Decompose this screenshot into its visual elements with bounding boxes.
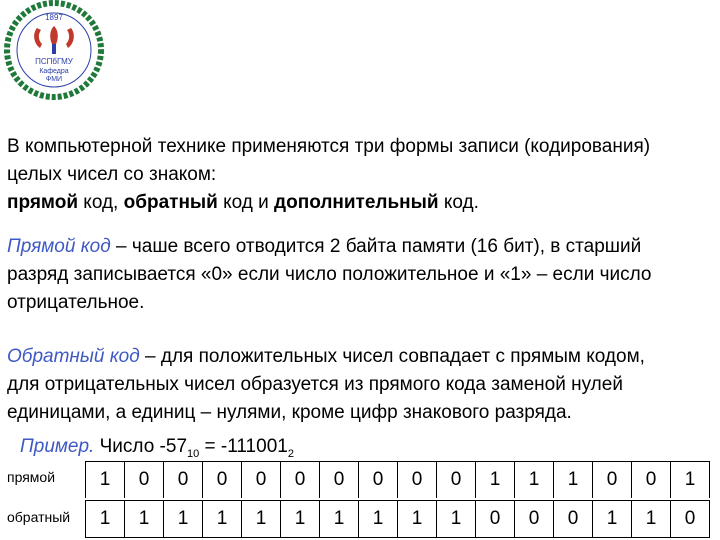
logo-dept-line2: ФМИ [45,76,63,83]
reverse-bit-cell: 1 [242,501,281,538]
example-label: Пример. [20,436,95,457]
university-logo [4,0,104,100]
example-text-a: Число -57 [94,436,188,457]
reverse-bit-cell: 1 [164,501,203,538]
direct-bit-cell: 1 [476,462,515,499]
reverse-row-label: обратный [7,509,71,525]
term-direct: прямой [7,192,79,213]
direct-code-paragraph [7,233,713,317]
reverse-bit-cell: 1 [398,501,437,538]
direct-bit-cell: 0 [125,462,164,499]
direct-row-label: прямой [7,469,56,485]
reverse-bit-cell: 1 [320,501,359,538]
direct-bit-cell: 1 [554,462,593,499]
reverse-bit-cell: 0 [515,501,554,538]
reverse-bit-cell: 0 [671,501,710,538]
intro-line-3 [7,189,713,217]
reverse-bit-cell: 1 [632,501,671,538]
reverse-bit-cell: 0 [554,501,593,538]
direct-line-2: разряд записывается «0» если число положительное и «1» – если число [7,264,652,285]
logo-year: 1897 [45,13,63,22]
direct-bit-cell: 1 [515,462,554,499]
direct-bit-cell: 0 [242,462,281,499]
intro-line-1: В компьютерной технике применяются три формы записи (кодирования) [7,136,651,157]
direct-bit-cell: 0 [593,462,632,499]
reverse-bit-cell: 1 [359,501,398,538]
direct-bit-cell: 0 [320,462,359,499]
direct-bit-cell: 0 [398,462,437,499]
reverse-code-paragraph [7,343,713,427]
reverse-bit-cell: 1 [593,501,632,538]
direct-bit-cell: 0 [164,462,203,499]
direct-bit-cell: 1 [86,462,125,499]
intro-text: код. [438,192,479,213]
reverse-bit-cell: 1 [86,501,125,538]
direct-line-3: отрицательное. [7,292,145,313]
reverse-text: – для положительных чисел совпадает с прямым кодом, [139,346,645,367]
reverse-bit-cell: 1 [281,501,320,538]
logo-org: ПСПбГМУ [35,57,73,66]
direct-bit-cell: 1 [671,462,710,499]
direct-bit-cell: 0 [281,462,320,499]
direct-bit-cell: 0 [203,462,242,499]
reverse-bit-cell: 0 [476,501,515,538]
example-text-b: = -111001 [199,436,288,457]
direct-bit-cell: 0 [437,462,476,499]
reverse-code-term: Обратный код [7,346,140,367]
reverse-bit-cell: 1 [203,501,242,538]
reverse-bit-cell: 1 [125,501,164,538]
direct-bits-table [85,461,710,498]
direct-bit-cell: 0 [632,462,671,499]
reverse-bits-table [85,500,710,538]
direct-text: – чаше всего отводится 2 байта памяти (16 бит), в старший [110,236,642,257]
intro-text: код, [78,192,124,213]
reverse-line-3: единицами, а единиц – нулями, кроме цифр знакового разряда. [7,402,572,423]
example-base-2: 2 [287,447,294,460]
term-additional: дополнительный [274,192,439,213]
example-base-10: 10 [187,447,200,460]
direct-code-term: Прямой код [7,236,111,257]
direct-line-1 [7,233,713,261]
intro-line-2: целых чисел со знаком: [7,164,217,185]
reverse-line-2: для отрицательных чисел образуется из прямого кода заменой нулей [7,374,623,395]
reverse-line-1 [7,343,713,371]
intro-text: код и [217,192,275,213]
direct-bit-cell: 0 [359,462,398,499]
logo-dept-line1: Кафедра [39,68,69,75]
reverse-bit-cell: 1 [437,501,476,538]
intro-paragraph [7,133,713,217]
term-reverse: обратный [123,192,218,213]
